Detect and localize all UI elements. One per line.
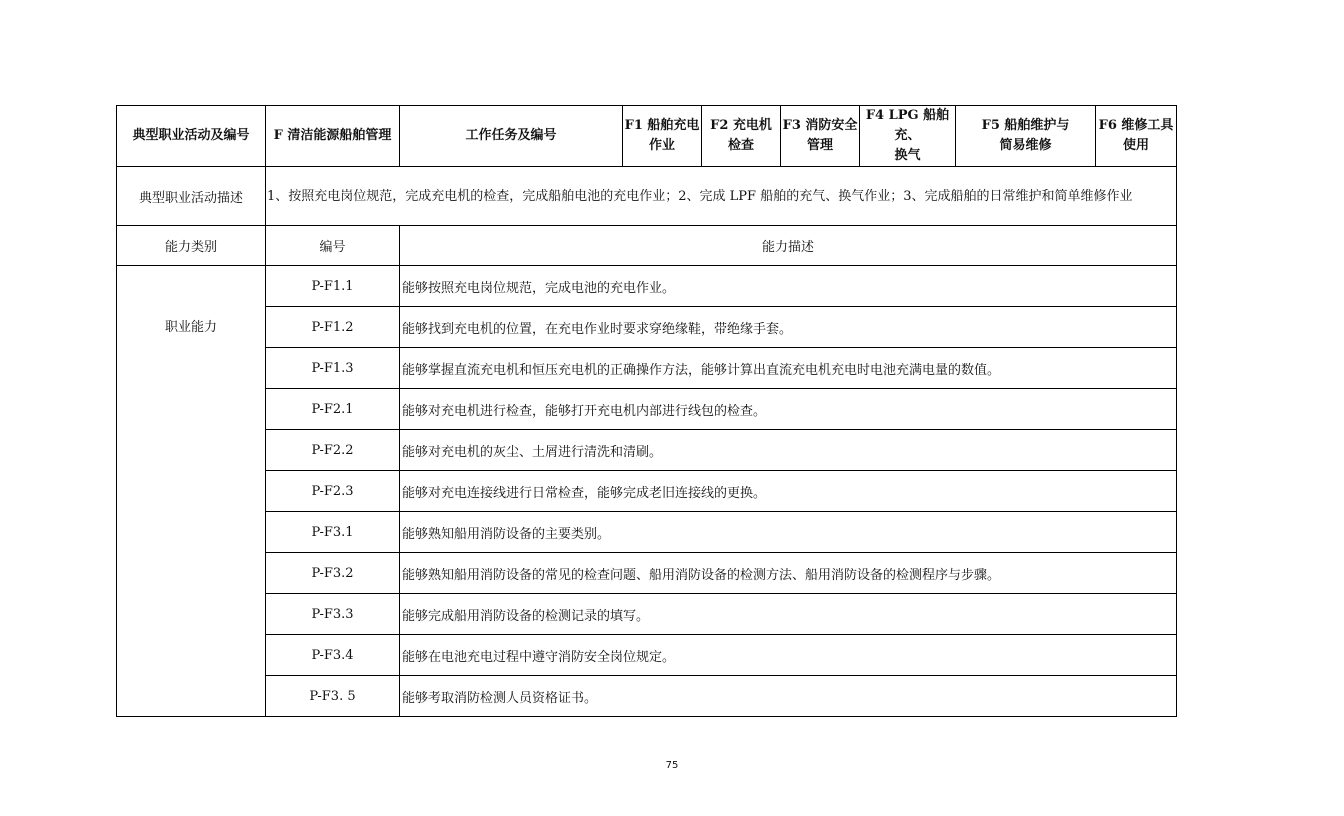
- page-number: 75: [665, 760, 679, 771]
- task-line: 简易维修: [999, 138, 1052, 153]
- ability-category-text: 职业能力: [164, 320, 217, 335]
- activity-label-cell: 典型职业活动及编号: [117, 106, 266, 167]
- task-label-cell: 工作任务及编号: [400, 106, 623, 167]
- table-row: [117, 389, 1177, 430]
- table-row: [117, 348, 1177, 389]
- task-f5-cell: [956, 106, 1096, 167]
- task-f4-cell: [860, 106, 956, 167]
- ability-text: 能够在电池充电过程中遵守消防安全岗位规定。: [400, 635, 1177, 676]
- ability-text: 能够按照充电岗位规范，完成电池的充电作业。: [400, 266, 1177, 307]
- table-row: [117, 266, 1177, 307]
- table-row: [117, 553, 1177, 594]
- description-row: [117, 167, 1177, 226]
- ability-code: P-F3.4: [266, 635, 400, 676]
- task-line: F5 船舶维护与: [981, 118, 1070, 133]
- ability-text: 能够熟知船用消防设备的主要类别。: [400, 512, 1177, 553]
- task-line: 检查: [727, 138, 754, 153]
- task-line: 管理: [806, 138, 833, 153]
- ability-code: P-F1.3: [266, 348, 400, 389]
- ability-text: 能够对充电机的灰尘、土屑进行清洗和清刷。: [400, 430, 1177, 471]
- ability-category-header: 能力类别: [117, 226, 266, 266]
- table-row: [117, 635, 1177, 676]
- ability-code: P-F1.1: [266, 266, 400, 307]
- ability-code-header: 编号: [266, 226, 400, 266]
- ability-text: 能够考取消防检测人员资格证书。: [400, 676, 1177, 717]
- task-f2-cell: [702, 106, 781, 167]
- task-line: F4 LPG 船舶充、: [865, 108, 950, 143]
- task-line: 使用: [1122, 138, 1149, 153]
- ability-code: P-F2.2: [266, 430, 400, 471]
- activity-value-cell: F 清洁能源船舶管理: [266, 106, 400, 167]
- task-f6-cell: [1096, 106, 1177, 167]
- task-line: F6 维修工具: [1098, 118, 1174, 133]
- task-f1-cell: [623, 106, 702, 167]
- ability-text: 能够完成船用消防设备的检测记录的填写。: [400, 594, 1177, 635]
- table-row: [117, 471, 1177, 512]
- description-text-cell: 1、按照充电岗位规范，完成充电机的检查，完成船舶电池的充电作业；2、完成 LPF 船舶的充气、换气作业；3、完成船舶的日常维护和简单维修作业: [266, 167, 1177, 226]
- ability-code: P-F3.2: [266, 553, 400, 594]
- ability-description-header: 能力描述: [400, 226, 1177, 266]
- header-row: [117, 106, 1177, 167]
- ability-text: 能够掌握直流充电机和恒压充电机的正确操作方法，能够计算出直流充电机充电时电池充满电量的数值。: [400, 348, 1177, 389]
- table-row: [117, 676, 1177, 717]
- table-row: [117, 307, 1177, 348]
- task-f3-cell: [781, 106, 860, 167]
- ability-category-cell: [117, 266, 266, 717]
- ability-text: 能够找到充电机的位置，在充电作业时要求穿绝缘鞋，带绝缘手套。: [400, 307, 1177, 348]
- ability-code: P-F3.1: [266, 512, 400, 553]
- ability-code: P-F3.3: [266, 594, 400, 635]
- task-line: F1 船舶充电: [624, 118, 700, 133]
- table-row: [117, 512, 1177, 553]
- ability-code: P-F2.3: [266, 471, 400, 512]
- description-label-cell: 典型职业活动描述: [117, 167, 266, 226]
- task-line: 换气: [894, 148, 921, 163]
- ability-code: P-F2.1: [266, 389, 400, 430]
- table-row: [117, 430, 1177, 471]
- task-line: F2 充电机: [710, 118, 772, 133]
- ability-text: 能够对充电机进行检查，能够打开充电机内部进行线包的检查。: [400, 389, 1177, 430]
- ability-text: 能够对充电连接线进行日常检查，能够完成老旧连接线的更换。: [400, 471, 1177, 512]
- task-line: F3 消防安全: [782, 118, 858, 133]
- ability-code: P-F3. 5: [266, 676, 400, 717]
- table-row: [117, 594, 1177, 635]
- task-line: 作业: [648, 138, 675, 153]
- ability-text: 能够熟知船用消防设备的常见的检查问题、船用消防设备的检测方法、船用消防设备的检测程序与步骤。: [400, 553, 1177, 594]
- ability-header-row: [117, 226, 1177, 266]
- competency-table: [116, 105, 1177, 717]
- ability-code: P-F1.2: [266, 307, 400, 348]
